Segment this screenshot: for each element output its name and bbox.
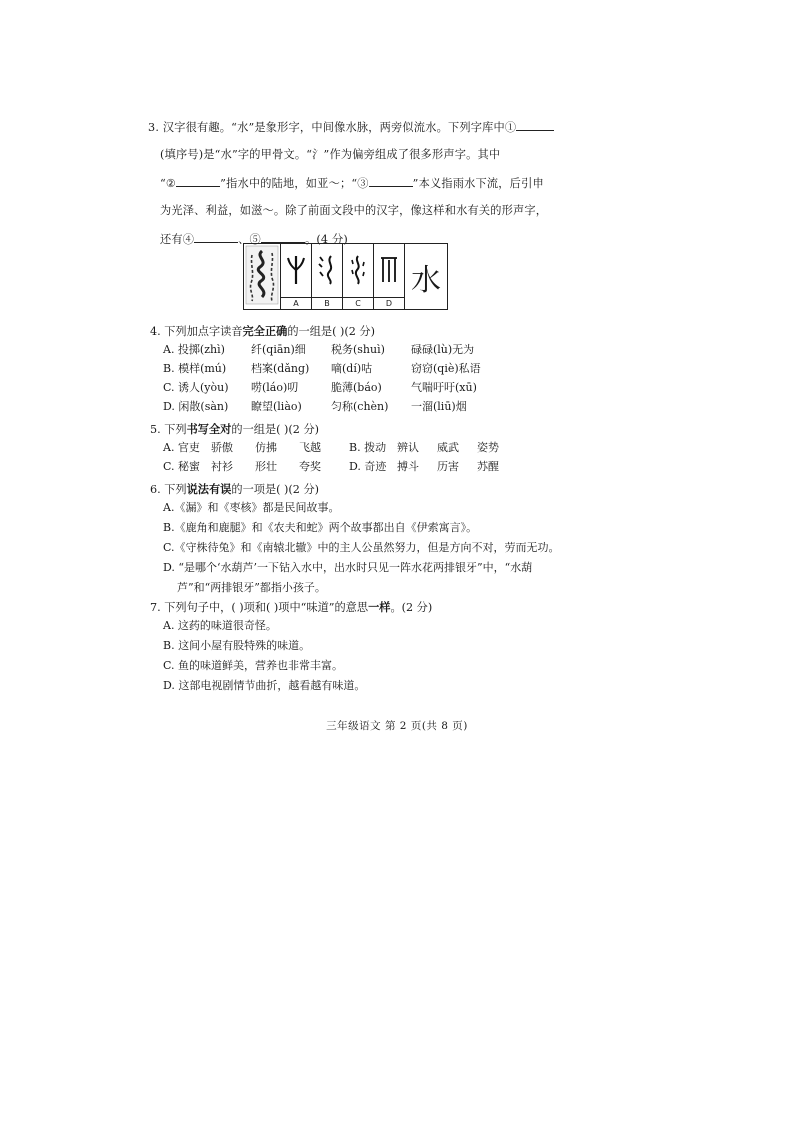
question-7-title: 7. 下列句子中，( )项和( )项中“味道”的意思一样。(2 分) — [150, 600, 433, 614]
glyph-option-b — [312, 244, 343, 298]
q3-line-1: 3. 汉字很有趣。“水”是象形字，中间像水脉，两旁似流水。下列字库中① — [148, 120, 618, 148]
q7-option-a[interactable]: A. 这药的味道很奇怪。 — [163, 619, 277, 632]
label-a: A — [281, 298, 312, 310]
q7-option-b[interactable]: B. 这间小屋有股特殊的味道。 — [163, 639, 311, 652]
page-footer: 三年级语文 第 2 页(共 8 页) — [326, 720, 468, 732]
q4-option-b[interactable]: B. 模样(mú) 档案(dǎng) 嘀(dí)咕 窃窃(qiè)私语 — [163, 362, 481, 375]
q5-option-c[interactable]: C. 秘蜜 衬衫 形壮 夸奖 — [163, 460, 321, 473]
question-6-options — [163, 498, 560, 598]
bronze-script-image — [244, 244, 281, 310]
q4-option-a[interactable]: A. 投掷(zhì) 纤(qiān)细 税务(shuì) 碌碌(lù)无为 — [163, 343, 475, 356]
answer-blank-3[interactable] — [369, 176, 413, 187]
question-5-options — [163, 438, 499, 476]
question-6-title: 6. 下列说法有误的一项是( )(2 分) — [150, 482, 320, 496]
answer-blank-1[interactable] — [516, 120, 554, 131]
question-3 — [148, 120, 618, 260]
character-evolution-table — [243, 243, 448, 310]
q4-option-d[interactable]: D. 闲散(sàn) 瞭望(liào) 匀称(chèn) 一溜(liū)烟 — [163, 400, 467, 413]
q5-option-d[interactable]: D. 奇迹 搏斗 历害 苏醒 — [349, 460, 499, 473]
question-4-title: 4. 下列加点字读音完全正确的一组是( )(2 分) — [150, 324, 375, 338]
modern-character: 水 — [405, 244, 448, 310]
question-4-options — [163, 340, 481, 416]
q6-option-c[interactable]: C.《守株待兔》和《南辕北辙》中的主人公虽然努力，但是方向不对，劳而无功。 — [163, 541, 560, 554]
oracle-glyph-b-icon — [315, 252, 339, 286]
oracle-glyph-d-icon — [377, 252, 401, 286]
q6-option-a[interactable]: A.《漏》和《枣核》都是民间故事。 — [163, 501, 340, 514]
q5-option-b[interactable]: B. 拨动 辨认 威武 姿势 — [349, 441, 499, 454]
q7-option-c[interactable]: C. 鱼的味道鲜美，营养也非常丰富。 — [163, 659, 344, 672]
q3-line-5: 还有④ 、⑤ 。(4 分) — [160, 233, 348, 246]
answer-blank-5[interactable] — [261, 232, 305, 243]
q3-line-2: (填序号)是“水”字的甲骨文。“氵”作为偏旁组成了很多形声字。其中 — [160, 148, 501, 161]
bronze-script-glyph-icon — [245, 245, 279, 305]
q6-option-b[interactable]: B.《鹿角和鹿腿》和《农夫和蛇》两个故事都出自《伊索寓言》。 — [163, 521, 478, 534]
q5-row-2 — [163, 457, 499, 476]
label-c: C — [343, 298, 374, 310]
answer-blank-4[interactable] — [194, 232, 238, 243]
glyph-option-d — [374, 244, 405, 298]
question-5-title: 5. 下列书写全对的一组是( )(2 分) — [150, 422, 320, 436]
q5-row-1 — [163, 438, 499, 457]
oracle-glyph-c-icon — [346, 252, 370, 286]
label-b: B — [312, 298, 343, 310]
q7-option-d[interactable]: D. 这部电视剧情节曲折，越看越有味道。 — [163, 679, 366, 692]
answer-blank-2[interactable] — [176, 176, 220, 187]
q3-line-4: 为光泽、利益，如滋～。除了前面文段中的汉字，像这样和水有关的形声字， — [160, 204, 548, 217]
glyph-option-a — [281, 244, 312, 298]
question-7-options — [163, 616, 365, 696]
q6-option-d[interactable]: D. “是哪个‘水葫芦’一下钻入水中，出水时只见一阵水花两排银牙”中，“水葫 — [163, 561, 533, 574]
q6-option-d-continued: 芦”和“两排银牙”都指小孩子。 — [177, 581, 326, 594]
q5-option-a[interactable]: A. 官吏 骄傲 仿拂 飞越 — [163, 441, 321, 454]
q3-line-3: “② ”指水中的陆地，如亚～；“③ ”本义指雨水下流，后引申 — [160, 177, 544, 190]
label-d: D — [374, 298, 405, 310]
glyph-option-c — [343, 244, 374, 298]
oracle-glyph-a-icon — [284, 252, 308, 286]
q4-option-c[interactable]: C. 诱人(yòu) 唠(láo)叨 脆薄(báo) 气喘吁吁(xū) — [163, 381, 477, 394]
